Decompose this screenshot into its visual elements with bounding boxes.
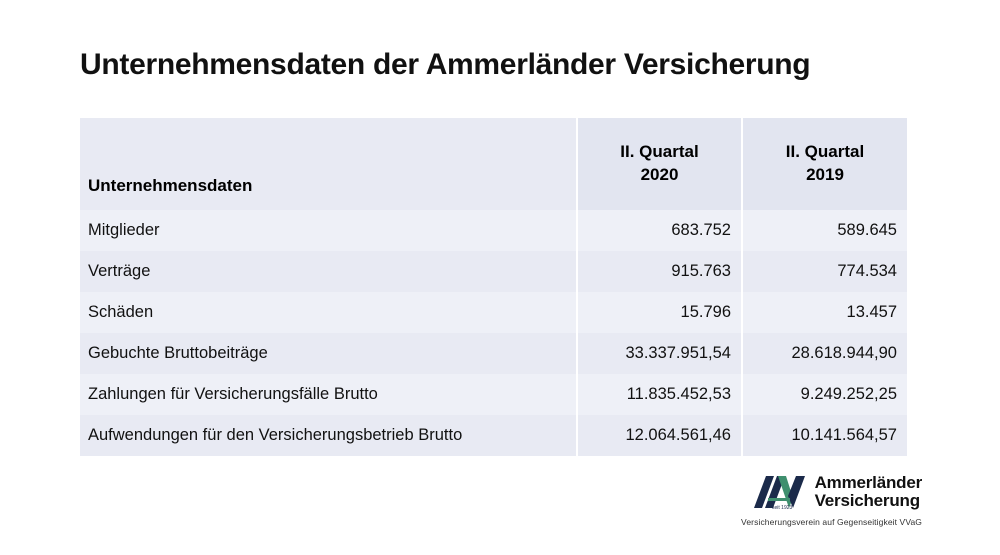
column-header-2020-line1: II. Quartal bbox=[620, 142, 699, 162]
row-value-2020: 12.064.561,46 bbox=[577, 415, 742, 456]
row-label: Verträge bbox=[80, 251, 577, 292]
table-row bbox=[80, 251, 907, 292]
logo-main bbox=[752, 472, 922, 512]
row-value-2019: 589.645 bbox=[742, 210, 907, 251]
row-label: Schäden bbox=[80, 292, 577, 333]
row-label: Gebuchte Bruttobeiträge bbox=[80, 333, 577, 374]
row-value-2019: 28.618.944,90 bbox=[742, 333, 907, 374]
row-value-2019: 13.457 bbox=[742, 292, 907, 333]
row-label: Zahlungen für Versicherungsfälle Brutto bbox=[80, 374, 577, 415]
table-row bbox=[80, 415, 907, 456]
page-title: Unternehmensdaten der Ammerländer Versicherung bbox=[80, 48, 811, 81]
column-header-2020-line2: 2020 bbox=[640, 165, 679, 184]
row-value-2020: 683.752 bbox=[577, 210, 742, 251]
row-value-2019: 10.141.564,57 bbox=[742, 415, 907, 456]
row-value-2020: 15.796 bbox=[577, 292, 742, 333]
row-label: Aufwendungen für den Versicherungsbetrieb Brutto bbox=[80, 415, 577, 456]
table-row bbox=[80, 292, 907, 333]
table-row bbox=[80, 374, 907, 415]
row-label: Mitglieder bbox=[80, 210, 577, 251]
row-value-2020: 11.835.452,53 bbox=[577, 374, 742, 415]
column-header-2019-line1: II. Quartal bbox=[785, 142, 865, 162]
row-value-2019: 9.249.252,25 bbox=[742, 374, 907, 415]
table-header-row bbox=[80, 118, 907, 210]
logo-line-1: Ammerländer bbox=[814, 473, 922, 493]
table-row bbox=[80, 210, 907, 251]
logo-wordmark bbox=[815, 474, 922, 509]
av-monogram-icon bbox=[752, 472, 808, 512]
logo-line-2: Versicherung bbox=[814, 491, 920, 510]
table-row bbox=[80, 333, 907, 374]
column-header-2019-line2: 2019 bbox=[806, 165, 844, 184]
column-header-2019 bbox=[742, 118, 907, 210]
logo-tagline: Versicherungsverein auf Gegenseitigkeit VVaG bbox=[741, 517, 922, 527]
svg-text:seit 1923: seit 1923 bbox=[771, 505, 792, 511]
row-value-2019: 774.534 bbox=[742, 251, 907, 292]
row-value-2020: 33.337.951,54 bbox=[577, 333, 742, 374]
column-header-2020 bbox=[577, 118, 742, 210]
row-value-2020: 915.763 bbox=[577, 251, 742, 292]
column-header-label: Unternehmensdaten bbox=[80, 118, 577, 210]
company-logo bbox=[741, 472, 922, 527]
company-data-table bbox=[80, 118, 907, 456]
